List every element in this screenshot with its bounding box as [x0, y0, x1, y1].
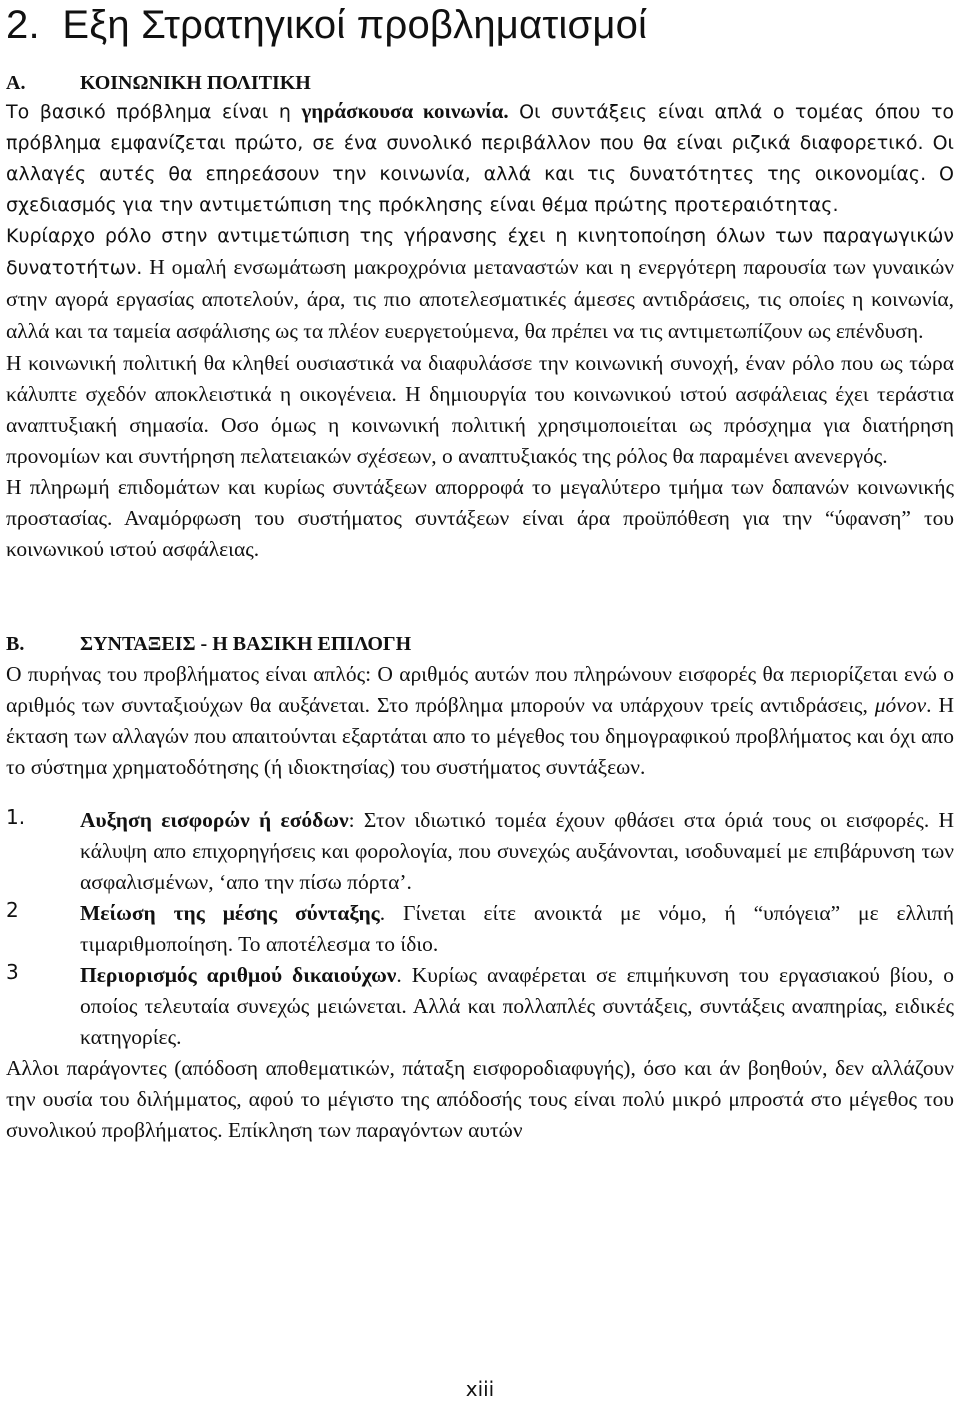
section-a-paragraph-4: Η πληρωμή επιδομάτων και κυρίως συντάξεων απορροφά το μεγαλύτερο τμήμα των δαπανών κοινωνικής προστασίας. Αναμόρφωση του συστήματος συντάξεων είναι άρα προϋπόθεση για την “ύφανση” του κοινωνικού ιστού ασφάλειας. — [6, 475, 954, 561]
section-a-paragraph-1 — [6, 96, 954, 221]
list-item-body: . Κυρίως αναφέρεται σε επιμήκυνση του εργασιακού βίου, ο οποίος τελευταία συνεχώς μειώνεται. Αλλά και πολλαπλές συντάξεις, συντάξεις αναπηρίας, ειδικές κατηγορίες. — [80, 963, 954, 1049]
section-b-title: ΣΥΝΤΑΞΕΙΣ - Η ΒΑΣΙΚΗ ΕΠΙΛΟΓΗ — [80, 633, 412, 655]
section-b-paragraph-2: Αλλοι παράγοντες (απόδοση αποθεματικών, πάταξη εισφοροδιαφυγής), όσο και άν βοηθούν, δεν αλλάζουν την ουσία του διλήμματος, αφού το μέγιστο της απόδοσής τους είναι πολύ μικρό μπροστά στο μέγεθος του συνολικού προβλήματος. Επίκληση των παραγόντων αυτών — [6, 1056, 954, 1142]
emphasis-italic: μόνον — [874, 693, 927, 717]
paragraph-text: Το βασικό πρόβλημα είναι η — [6, 101, 302, 123]
section-b-letter: Β. — [6, 633, 25, 655]
page-number: xiii — [465, 1377, 495, 1401]
section-b-paragraph-1 — [6, 659, 954, 783]
section-a-heading — [6, 70, 954, 96]
chapter-number: 2. — [6, 3, 40, 47]
list-item-text — [80, 960, 954, 1053]
section-a-title: ΚΟΙΝΩΝΙΚΗ ΠΟΛΙΤΙΚΗ — [80, 72, 311, 94]
paragraph-text: Οι συντάξεις είναι απλά ο τομέας όπου το πρόβλημα εμφανίζεται πρώτο, σε ένα συνολικό περιβάλλον που θα είναι ριζικά διαφορετικό. Οι αλλαγές αυτές θα επηρεάσουν την κοινωνία, αλλά και τις δυνατότητες της οικονομίας. Ο σχεδιασμός για την αντιμετώπιση της πρόκλησης είναι θέμα πρώτης προτεραιότητας. — [6, 101, 955, 216]
list-marker: 3 — [6, 960, 19, 984]
list-item-title: Αυξηση εισφορών ή εσόδων — [80, 808, 349, 832]
section-a-paragraph-3: Η κοινωνική πολιτική θα κληθεί ουσιαστικά να διαφυλάσσε την κοινωνική συνοχή, έναν ρόλο που ως τώρα κάλυπτε σχεδόν αποκλειστικά η οικογένεια. Η δημιουργία του κοινωνικού ιστού ασφάλειας έχει τεράστια αναπτυξιακή σημασία. Οσο όμως η κοινωνική πολιτική χρησιμοποιείται ως πρόσχημα για διατήρηση προνομίων και συντήρηση πελατειακών σχέσεων, ο αναπτυξιακός της ρόλος θα παραμένει ανενεργός. — [6, 351, 954, 468]
chapter-heading — [6, 2, 954, 48]
paragraph-text-sans: Κυρίαρχο ρόλο στην αντιμετώπιση της γήρανσης έχει η κινητοποίηση όλων των παραγωγικών δυνατοτήτων. — [6, 225, 954, 279]
paragraph-text: Ο πυρήνας του προβλήματος είναι απλός: Ο αριθμός αυτών που πληρώνουν εισφορές θα περιορίζεται ενώ ο αριθμός των συνταξιούχων θα αυξάνεται. Στο πρόβλημα μπορούν να υπάρχουν τρείς αντιδράσεις, — [6, 662, 954, 717]
document-page — [6, 0, 954, 1146]
emphasis-bold: γηράσκουσα κοινωνία. — [301, 99, 509, 123]
chapter-title: Εξη Στρατηγικοί προβληματισμοί — [62, 3, 648, 47]
list-item-body: . Γίνεται είτε ανοικτά με νόμο, ή “υπόγεια” με ελλιπή τιμαριθμοποίηση. Το αποτέλεσμα το ίδιο. — [80, 901, 954, 956]
paragraph-text: . Η έκταση των αλλαγών που απαιτούνται εξαρτάται απο το μέγεθος του δημογραφικού προβλήματος και όχι απο το σύστημα χρηματοδότησης (ή ιδιοκτησίας) του συστήματος συντάξεων. — [6, 693, 954, 779]
section-b-heading — [6, 629, 954, 659]
list-item-text — [80, 805, 954, 898]
section-a-paragraph-2 — [6, 221, 954, 348]
list-item-text — [80, 898, 954, 960]
list-item-body: : Στον ιδιωτικό τομέα έχουν φθάσει στα όριά τους οι εισφορές. Η κάλυψη απο επιχορηγήσεις και φορολογία, που συνεχώς αυξάνονται, ισοδυναμεί με επιβάρυνση των ασφαλισμένων, ‘απο την πίσω πόρτα’. — [80, 808, 955, 894]
section-a-letter: Α. — [6, 72, 26, 94]
list-item — [6, 805, 954, 898]
list-item-title: Περιορισμός αριθμού δικαιούχων — [80, 963, 397, 987]
list-marker: 1. — [6, 805, 26, 829]
paragraph-text-serif: Η ομαλή ενσωμάτωση μακροχρόνια μεταναστών και η ενεργότερη παρουσία των γυναικών στην αγορά εργασίας αποτελούν, άρα, τις πιο αποτελεσματικές άμεσες αντιδράσεις, τις οποίες η κοινωνία, αλλά και τα ταμεία ασφάλισης ως τα πλέον ευεργετούμενα, θα πρέπει να τις αντιμετωπίζουν ως επένδυση. — [6, 255, 954, 343]
list-item-title: Μείωση της μέσης σύνταξης — [80, 901, 380, 925]
list-item — [6, 960, 954, 1053]
responses-list — [6, 805, 954, 1053]
list-marker: 2 — [6, 898, 19, 922]
list-item — [6, 898, 954, 960]
